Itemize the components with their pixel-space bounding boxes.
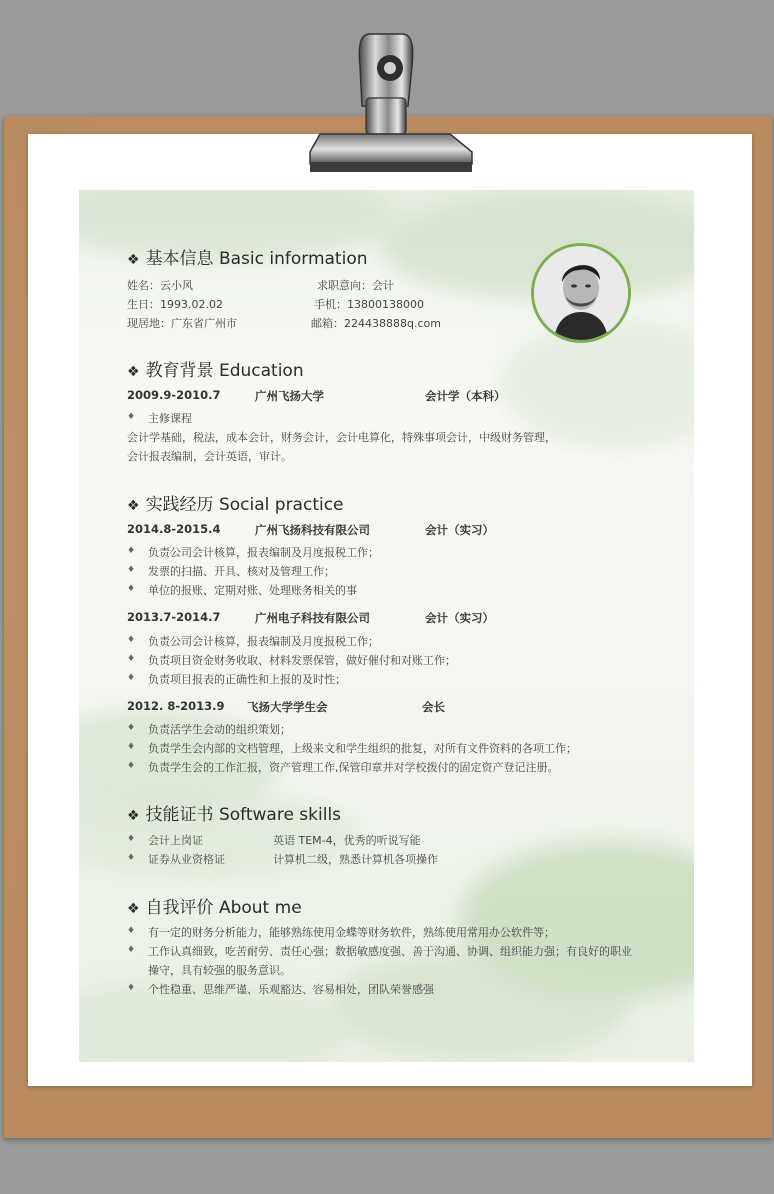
section-title-practice: ❖ 实践经历 Social practice bbox=[127, 495, 344, 515]
bullet-icon: ♦ bbox=[127, 926, 136, 936]
bullet-icon: ♦ bbox=[127, 761, 136, 771]
section-title-education: ❖ 教育背景 Education bbox=[127, 361, 304, 381]
name-field: 姓名：云小风 bbox=[127, 279, 193, 292]
portrait-photo bbox=[534, 246, 628, 340]
avatar bbox=[531, 243, 631, 343]
job-org: 广州电子科技有限公司 bbox=[255, 611, 370, 625]
bullet-icon: ♦ bbox=[127, 635, 136, 645]
edu-school: 广州飞扬大学 bbox=[255, 389, 324, 403]
birth-field: 生日：1993.02.02 bbox=[127, 298, 223, 311]
job-org: 飞扬大学学生会 bbox=[247, 700, 328, 714]
bullet-icon: ♦ bbox=[127, 546, 136, 556]
job-role: 会计（实习） bbox=[425, 611, 494, 625]
course-line: 会计报表编制，会计英语，审计。 bbox=[127, 450, 292, 463]
bullet-icon: ♦ bbox=[127, 742, 136, 752]
bullet-icon: ♦ bbox=[127, 412, 136, 422]
job-period: 2014.8-2015.4 bbox=[127, 522, 221, 536]
diamond-marker-icon: ❖ bbox=[127, 808, 140, 824]
edu-period: 2009.9-2010.7 bbox=[127, 388, 221, 402]
job-item: 负责项目资金财务收取、材料发票保管，做好催付和对账工作； bbox=[148, 654, 456, 667]
bullet-icon: ♦ bbox=[127, 983, 136, 993]
about-item: 个性稳重、思维严谨、乐观豁达、容易相处，团队荣誉感强 bbox=[148, 983, 434, 996]
binder-clip-icon bbox=[290, 26, 480, 178]
job-item: 单位的报账、定期对账、处理账务相关的事 bbox=[148, 584, 357, 597]
job-item: 负责公司会计核算，报表编制及月度报税工作； bbox=[148, 635, 379, 648]
bullet-icon: ♦ bbox=[127, 834, 136, 844]
job-role: 会计（实习） bbox=[425, 523, 494, 537]
bullet-icon: ♦ bbox=[127, 853, 136, 863]
bullet-icon: ♦ bbox=[127, 673, 136, 683]
intent-field: 求职意向：会计 bbox=[317, 279, 394, 292]
about-item: 操守，具有较强的服务意识。 bbox=[148, 964, 291, 977]
about-item: 工作认真细致，吃苦耐劳、责任心强；数据敏感度强、善于沟通、协调、组织能力强；有良好的职业 bbox=[148, 945, 632, 958]
job-item: 负责项目报表的正确性和上报的及时性； bbox=[148, 673, 346, 686]
job-item: 负责活学生会动的组织策划； bbox=[148, 723, 291, 736]
job-item: 负责学生会的工作汇报，资产管理工作,保管印章并对学校拨付的固定资产登记注册。 bbox=[148, 761, 559, 774]
job-role: 会长 bbox=[422, 700, 445, 714]
job-period: 2013.7-2014.7 bbox=[127, 610, 221, 624]
skill-desc: 英语 TEM-4，优秀的听说写能 bbox=[273, 834, 421, 847]
diamond-marker-icon: ❖ bbox=[127, 901, 140, 917]
course-heading: 主修课程 bbox=[148, 412, 192, 425]
job-item: 发票的扫描、开具、核对及管理工作； bbox=[148, 565, 335, 578]
edu-major: 会计学（本科） bbox=[425, 389, 506, 403]
location-field: 现居地：广东省广州市 bbox=[127, 317, 237, 330]
diamond-marker-icon: ❖ bbox=[127, 498, 140, 514]
section-title-skills: ❖ 技能证书 Software skills bbox=[127, 805, 342, 825]
bullet-icon: ♦ bbox=[127, 584, 136, 594]
bullet-icon: ♦ bbox=[127, 654, 136, 664]
diamond-marker-icon: ❖ bbox=[127, 252, 140, 268]
skill-cert: 会计上岗证 bbox=[148, 834, 203, 847]
course-line: 会计学基础，税法，成本会计，财务会计，会计电算化，特殊事项会计，中级财务管理， bbox=[127, 431, 556, 444]
diamond-marker-icon: ❖ bbox=[127, 364, 140, 380]
email-field: 邮箱：224438888q.com bbox=[311, 317, 441, 330]
job-item: 负责公司会计核算，报表编制及月度报税工作； bbox=[148, 546, 379, 559]
about-item: 有一定的财务分析能力，能够熟练使用金蝶等财务软件，熟练使用常用办公软件等； bbox=[148, 926, 555, 939]
bullet-icon: ♦ bbox=[127, 945, 136, 955]
skill-desc: 计算机二级，熟悉计算机各项操作 bbox=[273, 853, 438, 866]
job-item: 负责学生会内部的文档管理，上级来文和学生组织的批复，对所有文件资料的各项工作； bbox=[148, 742, 577, 755]
section-title-basic: ❖ 基本信息 Basic information bbox=[127, 249, 368, 269]
skill-cert: 证券从业资格证 bbox=[148, 853, 225, 866]
bullet-icon: ♦ bbox=[127, 723, 136, 733]
job-org: 广州飞扬科技有限公司 bbox=[255, 523, 370, 537]
phone-field: 手机：13800138000 bbox=[314, 298, 424, 311]
bullet-icon: ♦ bbox=[127, 565, 136, 575]
job-period: 2012. 8-2013.9 bbox=[127, 699, 225, 713]
section-title-about: ❖ 自我评价 About me bbox=[127, 898, 302, 918]
